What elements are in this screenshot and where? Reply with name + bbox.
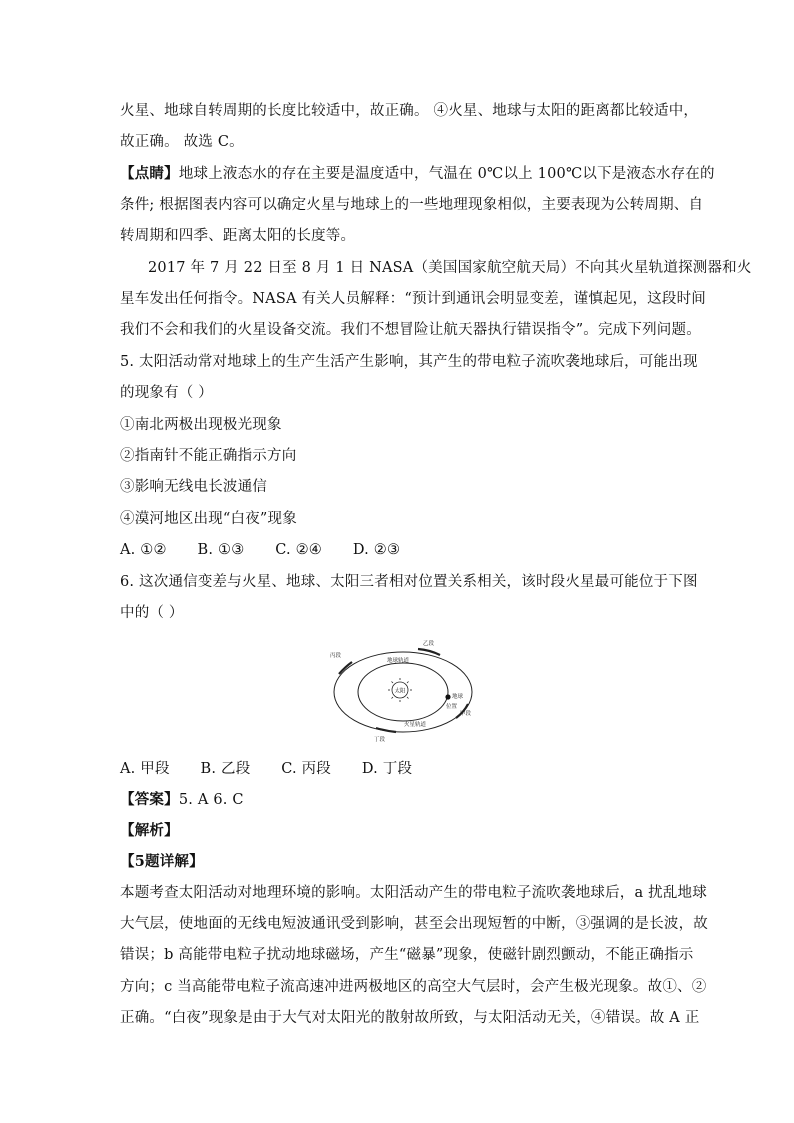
option-d: D. ②③ <box>352 542 401 558</box>
text-line: 火星、地球自转周期的长度比较适中，故正确。 ④火星、地球与太阳的距离都比较适中， <box>120 103 699 119</box>
segment-yi-arc <box>418 649 440 655</box>
sun-label: 太阳 <box>394 688 406 695</box>
analysis-line: 正确。“白夜”现象是由于大气对太阳光的散射故所致，与太阳活动无关，④错误。故 A 正 <box>120 1010 700 1026</box>
option-d: D. 丁段 <box>361 761 413 777</box>
text-line: 条件; 根据图表内容可以确定火星与地球上的一些地理现象相似，主要表现为公转周期、自 <box>120 197 704 213</box>
mars-orbit-label: 火星轨道 <box>404 722 427 728</box>
segment-ding-label: 丁段 <box>374 737 386 743</box>
q5-options <box>120 540 680 562</box>
earth-position-label: 地球 <box>452 694 464 700</box>
analysis-line: 本题考查太阳活动对地理环境的影响。太阳活动产生的带电粒子流吹袭地球后，a 扰乱地球 <box>120 885 707 901</box>
text-line: 故正确。 故选 C。 <box>120 134 244 150</box>
earth-orbit-label: 地球轨道 <box>387 658 410 664</box>
option-a: A. ①② <box>120 542 167 558</box>
option-a: A. 甲段 <box>120 761 170 777</box>
passage-line: 我们不会和我们的火星设备交流。我们不想冒险让航天器执行错误指令”。完成下列问题。 <box>120 322 701 338</box>
tip-tag: 【点睛】 <box>120 165 179 182</box>
passage-line: 2017 年 7 月 22 日至 8 月 1 日 NASA（美国国家航空航天局）不向其火星轨道探测器和火 <box>148 260 752 276</box>
passage-line: 星车发出任何指令。NASA 有关人员解释：“预计到通讯会明显变差，谨慎起见，这段时间 <box>120 291 706 307</box>
text-line: 转周期和四季、距离太阳的长度等。 <box>120 228 356 244</box>
analysis-line: 方向；c 当高能带电粒子流高速冲进两极地区的高空大气层时，会产生极光现象。故①、② <box>120 979 707 995</box>
segment-bing-label: 丙段 <box>330 653 342 659</box>
q5-item: ①南北两极出现极光现象 <box>120 417 282 433</box>
option-c: C. ②④ <box>275 542 322 558</box>
q6-stem: 中的（ ） <box>120 605 184 621</box>
q5-item: ④漠河地区出现“白夜”现象 <box>120 511 297 527</box>
q5-item: ②指南针不能正确指示方向 <box>120 448 297 464</box>
q6-stem: 6. 这次通信变差与火星、地球、太阳三者相对位置关系相关，该时段火星最可能位于下图 <box>120 574 698 590</box>
answer-text: 5. A 6. C <box>178 792 244 808</box>
q6-options <box>120 759 680 781</box>
earth-position-dot <box>445 694 450 699</box>
option-c: C. 丙段 <box>281 761 331 777</box>
q5-item: ③影响无线电长波通信 <box>120 479 267 495</box>
tip-text: 地球上液态水的存在主要是温度适中，气温在 0℃以上 100℃以下是液态水存在的 <box>178 166 715 182</box>
orbit-diagram-svg <box>328 636 478 744</box>
earth-position-label: 位置 <box>446 704 458 710</box>
text-line <box>120 164 715 186</box>
analysis-line: 大气层，使地面的无线电短波通讯受到影响，甚至会出现短暂的中断，③强调的是长波，故 <box>120 916 708 932</box>
segment-bing-arc <box>339 662 352 674</box>
segment-yi-label: 乙段 <box>423 641 435 647</box>
analysis-line: 错误；b 高能带电粒子扰动地球磁场，产生“磁暴”现象，使磁针剧烈颤动，不能正确指示 <box>120 947 694 963</box>
q5-stem: 5. 太阳活动常对地球上的生产生活产生影响，其产生的带电粒子流吹袭地球后，可能出现 <box>120 354 698 370</box>
option-b: B. ①③ <box>197 542 245 558</box>
q5-stem: 的现象有（ ） <box>120 385 214 401</box>
segment-jia-label: 甲段 <box>460 711 472 717</box>
analysis-subheading: 【5题详解】 <box>120 853 204 870</box>
answer-tag: 【答案】 <box>120 791 179 808</box>
option-b: B. 乙段 <box>200 761 251 777</box>
orbit-diagram <box>328 636 478 744</box>
answer-line <box>120 790 680 812</box>
analysis-tag: 【解析】 <box>120 822 179 839</box>
